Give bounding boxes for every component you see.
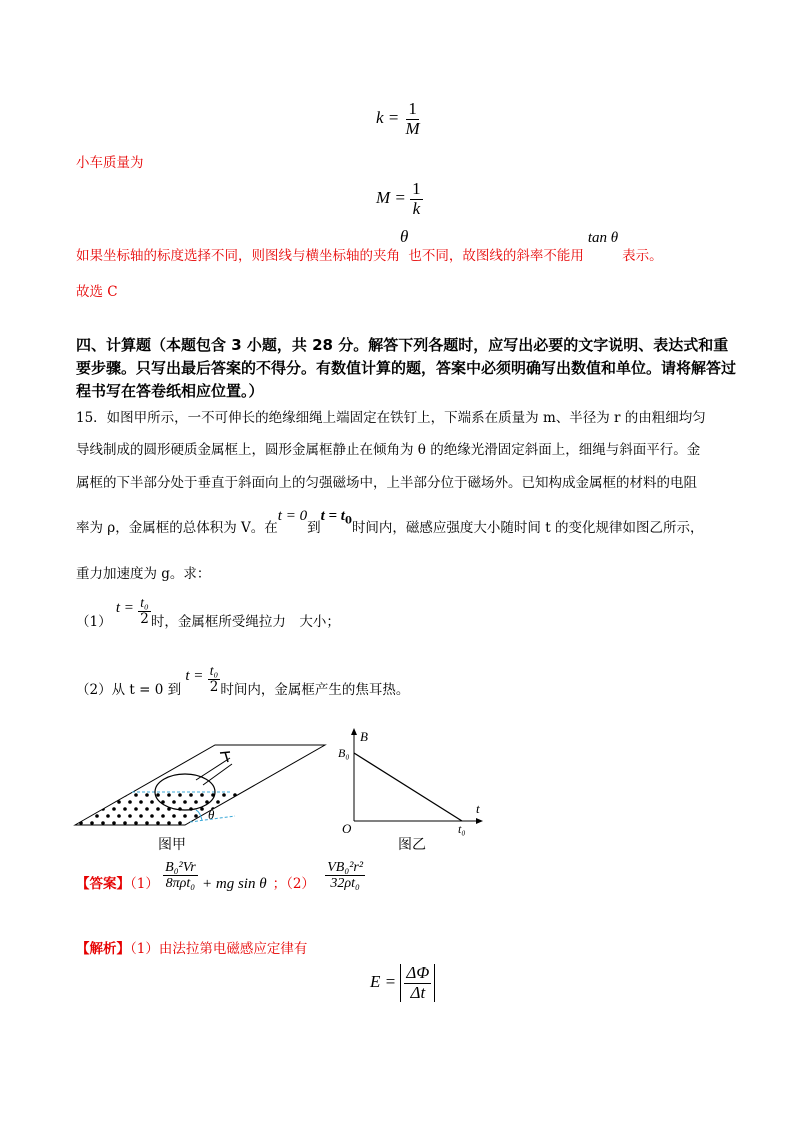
- formula-E-lhs: E =: [370, 972, 397, 992]
- formula-E-den: Δt: [410, 982, 426, 1002]
- field-dot: [249, 800, 253, 804]
- q1-num: t₀: [140, 595, 149, 610]
- formula-k-fraction: [404, 100, 422, 138]
- analysis-line: [76, 937, 307, 957]
- field-dot: [244, 807, 248, 811]
- field-dot: [233, 821, 237, 825]
- field-dot: [172, 800, 176, 804]
- figure-a-caption: 图甲: [158, 837, 186, 853]
- field-dot: [255, 807, 259, 811]
- line-axis-before: 如果坐标轴的标度选择不同，则图线与横坐标轴的夹角: [76, 248, 400, 264]
- line-axis-theta: θ: [400, 227, 409, 246]
- field-dot: [249, 814, 253, 818]
- answer-line: [76, 860, 365, 892]
- q2-lhs: t =: [185, 668, 204, 684]
- axis-label-B: B: [360, 729, 368, 744]
- field-dot: [101, 793, 105, 797]
- answer-2-den: 32ρt₀: [330, 876, 360, 892]
- line-axis-after: 表示。: [622, 248, 663, 264]
- answer-1-tail: + mg sin θ: [202, 876, 267, 892]
- field-dot: [128, 800, 132, 804]
- field-dot: [79, 793, 83, 797]
- field-dot: [145, 821, 149, 825]
- formula-k: [376, 100, 422, 138]
- field-dot: [90, 807, 94, 811]
- field-dot: [222, 807, 226, 811]
- field-dot: [266, 821, 270, 825]
- field-dot: [95, 814, 99, 818]
- field-dot: [123, 807, 127, 811]
- problem-line3: 属框的下半部分处于垂直于斜面向上的匀强磁场中，上半部分位于磁场外。已知构成金属框的材料的电阻: [76, 475, 697, 491]
- formula-M-fraction: [410, 180, 423, 218]
- field-dot: [123, 821, 127, 825]
- field-dot: [145, 793, 149, 797]
- problem-line4-t1: t = t: [320, 508, 345, 524]
- field-dot: [139, 814, 143, 818]
- label-O: O: [342, 821, 352, 836]
- answer-tag: 【答案】: [76, 876, 130, 892]
- field-dot: [255, 793, 259, 797]
- field-dot: [117, 800, 121, 804]
- q2-den: 2: [209, 678, 219, 695]
- q1-label: （1）: [76, 614, 112, 630]
- field-dot: [189, 793, 193, 797]
- formula-k-num: 1: [408, 99, 417, 118]
- analysis-tag: 【解析】: [76, 941, 130, 957]
- field-dot: [106, 814, 110, 818]
- field-dot: [222, 821, 226, 825]
- field-dot: [200, 793, 204, 797]
- field-dot: [260, 800, 264, 804]
- field-dot: [70, 807, 72, 811]
- answer-2-num: VB₀²r²: [327, 860, 364, 875]
- q2-text-a: （2）从 t = 0 到: [76, 682, 182, 698]
- axis-label-t: t: [476, 801, 480, 816]
- figure-a: [70, 740, 330, 840]
- field-dot: [172, 814, 176, 818]
- field-dot: [194, 800, 198, 804]
- field-dot: [233, 807, 237, 811]
- problem-line4-sub: 0: [344, 515, 352, 527]
- problem-line4: [76, 504, 704, 536]
- problem-line4-a: 率为 ρ，金属框的总体积为 V。在: [76, 520, 278, 536]
- answer-p1: （1）: [130, 876, 159, 892]
- field-dot: [167, 793, 171, 797]
- field-dot: [79, 807, 83, 811]
- field-dot: [183, 800, 187, 804]
- field-dot: [139, 800, 143, 804]
- q2-fraction: [208, 664, 221, 695]
- field-dot: [128, 814, 132, 818]
- problem-line4-t0: t = 0: [277, 508, 308, 524]
- axis-y-arrow: [351, 728, 357, 735]
- answer-1-fraction: [163, 860, 198, 892]
- field-dot: [70, 793, 72, 797]
- problem-line5: 重力加速度为 g。求：: [76, 566, 211, 582]
- field-dot: [238, 800, 242, 804]
- field-dot: [112, 821, 116, 825]
- field-dot: [255, 821, 259, 825]
- field-dot: [150, 814, 154, 818]
- field-dot: [134, 821, 138, 825]
- field-dot: [216, 814, 220, 818]
- field-dot: [227, 814, 231, 818]
- field-dot: [266, 793, 270, 797]
- field-dot: [156, 821, 160, 825]
- field-dot: [156, 793, 160, 797]
- string-2: [203, 764, 232, 785]
- field-dot: [200, 821, 204, 825]
- formula-M-den: k: [412, 198, 421, 218]
- field-dot: [84, 814, 88, 818]
- line-mass: 小车质量为: [76, 155, 144, 171]
- field-dot: [238, 814, 242, 818]
- line-axis: [76, 226, 663, 264]
- field-dot: [178, 821, 182, 825]
- field-dot: [244, 793, 248, 797]
- field-dot: [183, 814, 187, 818]
- field-dot: [145, 807, 149, 811]
- field-dot: [178, 793, 182, 797]
- answer-sep: ；（2）: [272, 876, 315, 892]
- question-2: [76, 663, 410, 698]
- field-dot: [73, 800, 77, 804]
- field-dot: [134, 807, 138, 811]
- problem-line4-c: 时间内，磁感应强度大小随时间 t 的变化规律如图乙所示，: [351, 520, 704, 536]
- formula-E-fraction: [404, 964, 431, 1002]
- problem-line2: 导线制成的圆形硬质金属框上，圆形金属框静止在倾角为 θ 的绝缘光滑固定斜面上，细绳与斜面平行。金: [76, 442, 701, 458]
- line-axis-tan: tan θ: [587, 230, 619, 246]
- field-dot: [161, 814, 165, 818]
- q1-den: 2: [140, 610, 149, 627]
- answer-1-den: 8πρt₀: [165, 876, 196, 892]
- field-dot: [106, 800, 110, 804]
- axis-x-arrow: [476, 818, 483, 824]
- field-dot: [271, 800, 275, 804]
- formula-E-abs: [400, 964, 435, 1002]
- figure-b-caption: 图乙: [398, 837, 426, 853]
- analysis-text: （1）由法拉第电磁感应定律有: [130, 941, 308, 957]
- formula-M-lhs: M =: [376, 188, 406, 208]
- formula-M: [376, 180, 423, 218]
- field-dot: [271, 814, 275, 818]
- incline-plane: [75, 745, 325, 825]
- q1-lhs: t =: [115, 600, 134, 616]
- field-dot: [70, 821, 72, 825]
- field-dot: [260, 814, 264, 818]
- q2-text-b: 时间内，金属框产生的焦耳热。: [220, 682, 410, 698]
- field-dot: [150, 800, 154, 804]
- field-dot: [90, 821, 94, 825]
- question-1: [76, 595, 340, 630]
- figure-b: [330, 725, 490, 840]
- field-dot: [194, 814, 198, 818]
- angle-theta: θ: [208, 807, 215, 822]
- field-dot: [117, 814, 121, 818]
- field-dot: [266, 807, 270, 811]
- field-dot: [134, 793, 138, 797]
- field-dot: [101, 821, 105, 825]
- label-t0: t₀: [458, 822, 466, 836]
- field-dot: [222, 793, 226, 797]
- formula-k-den: M: [405, 118, 420, 138]
- line-choose: 故选 C: [76, 284, 118, 300]
- field-dot: [112, 807, 116, 811]
- field-dot: [216, 800, 220, 804]
- label-B0: B₀: [338, 746, 350, 760]
- answer-1-num: B₀²Vr: [165, 860, 196, 875]
- answer-2-fraction: [325, 860, 365, 892]
- field-dot: [73, 814, 77, 818]
- section-heading: 四、计算题（本题包含 3 小题，共 28 分。解答下列各题时，应写出必要的文字说明、表达式和重要步骤。只写出最后答案的不得分。有数值计算的题，答案中必须明确写出数值和单位。请将解答过程书写在答卷纸相应位置。）: [76, 336, 737, 400]
- line-axis-middle: 也不同，故图线的斜率不能用: [408, 248, 584, 264]
- field-dot: [167, 821, 171, 825]
- nail-icon: [220, 752, 230, 762]
- q1-fraction: [138, 596, 151, 627]
- field-dot: [84, 800, 88, 804]
- q1-text: 时，金属框所受绳拉力 大小；: [150, 614, 340, 630]
- q2-num: t₀: [209, 663, 219, 678]
- field-dot: [156, 807, 160, 811]
- problem-line1: 15．如图甲所示，一不可伸长的绝缘细绳上端固定在铁钉上，下端系在质量为 m、半径为 r 的由粗细均匀: [76, 410, 706, 426]
- field-dot: [112, 793, 116, 797]
- b-decay-line: [354, 753, 462, 821]
- formula-E-num: ΔΦ: [406, 963, 430, 982]
- problem-line4-b: 到: [307, 520, 321, 536]
- formula-M-num: 1: [412, 179, 421, 198]
- field-dot: [95, 800, 99, 804]
- formula-E: [370, 964, 435, 1002]
- field-dot: [90, 793, 94, 797]
- field-dot: [244, 821, 248, 825]
- formula-k-lhs: k =: [376, 108, 400, 128]
